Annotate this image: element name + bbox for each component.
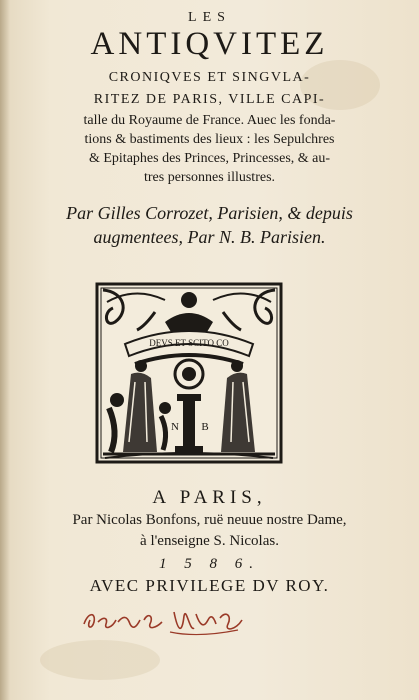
initials-left: N [171, 421, 179, 433]
handwritten-signature [78, 602, 248, 640]
imprint-sign: à l'enseigne S. Nicolas. [140, 533, 279, 549]
book-title: ANTIQVITEZ [90, 26, 329, 62]
subtitle-line-2: RITEZ DE PARIS, VILLE CAPI- [93, 92, 326, 107]
royal-privilege: AVEC PRIVILEGE DV ROY. [89, 576, 330, 595]
paper-stain [40, 640, 160, 680]
imprint-publisher: Par Nicolas Bonfons, ruë neuue nostre Dame, [72, 512, 347, 528]
imprint-year: 1 5 8 6. [159, 556, 260, 572]
subtitle-line-5: & Epitaphes des Princes, Princesses, & au- [88, 151, 331, 166]
author-line-1: Par Gilles Corrozet, Parisien, & depuis [66, 203, 353, 223]
subtitle-line-3: talle du Royaume de France. Auec les fonda- [83, 113, 336, 128]
printers-motto: DEVS ET SCITO CO [149, 338, 229, 348]
imprint-place: A PARIS, [152, 487, 267, 508]
subtitle-line-1: CRONIQVES ET SINGVLA- [108, 70, 311, 85]
printers-mark-woodcut [95, 282, 283, 464]
title-article: LES [188, 10, 231, 25]
subtitle-line-6: tres personnes illustres. [143, 170, 276, 185]
author-line-2: augmentees, Par N. B. Parisien. [93, 227, 326, 247]
subtitle-line-4: tions & bastiments des lieux : les Sepulchres [84, 132, 335, 147]
initials-right: B [201, 421, 209, 433]
